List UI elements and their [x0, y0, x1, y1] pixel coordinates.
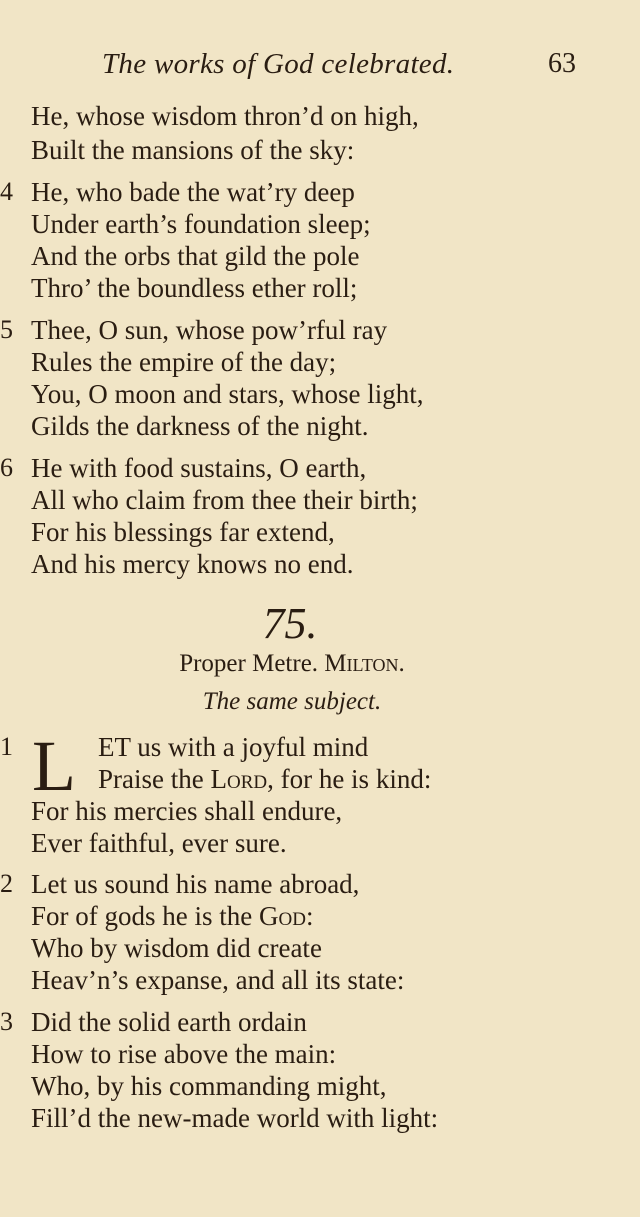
hymn-subject: The same subject. — [202, 688, 382, 715]
verse-line — [98, 763, 431, 795]
hymn-number: 75. — [262, 599, 318, 648]
stanza-number: 2 — [0, 869, 13, 898]
verse-line: Ever faithful, ever sure. — [31, 828, 287, 858]
verse-line: Who, by his commanding might, — [31, 1071, 387, 1101]
verse-line: And his mercy knows no end. — [31, 549, 354, 579]
verse-line: All who claim from thee their birth; — [31, 485, 418, 515]
verse-line: Under earth’s foundation sleep; — [31, 209, 371, 239]
hymn-meter-line — [0, 650, 584, 678]
verse-text-caps: Lord — [210, 764, 268, 794]
page-number: 63 — [548, 48, 576, 79]
verse-line: He with food sustains, O earth, — [31, 453, 367, 483]
stanza-number: 5 — [0, 315, 13, 344]
verse-line: Built the mansions of the sky: — [31, 135, 355, 165]
verse-text: , for he is kind: — [267, 764, 432, 794]
verse-line: For his blessings far extend, — [31, 517, 335, 547]
running-header — [0, 44, 640, 88]
stanza-number: 6 — [0, 453, 13, 482]
verse-line: Gilds the darkness of the night. — [31, 411, 369, 441]
verse-line: How to rise above the main: — [31, 1039, 337, 1069]
stanza-number: 3 — [0, 1007, 13, 1036]
hymn-author: Milton. — [324, 650, 405, 677]
verse-text: : — [305, 901, 314, 931]
verse-line: Fill’d the new-made world with light: — [31, 1103, 439, 1133]
verse-line: He, who bade the wat’ry deep — [31, 177, 355, 207]
verse-text: For of gods he is the — [31, 901, 259, 931]
stanza-number: 4 — [0, 177, 13, 206]
verse-line: Who by wisdom did create — [31, 933, 322, 963]
drop-cap: L — [32, 726, 76, 806]
verse-line: Rules the empire of the day; — [31, 347, 337, 377]
verse-line: Let us sound his name abroad, — [31, 869, 360, 899]
verse-line — [31, 900, 313, 932]
running-title: The works of God celebrated. — [102, 48, 455, 80]
verse-line: Did the solid earth ordain — [31, 1007, 307, 1037]
verse-line: He, whose wisdom thron’d on high, — [31, 101, 419, 131]
verse-line: For his mercies shall endure, — [31, 796, 343, 826]
verse-line: Thee, O sun, whose pow’rful ray — [31, 315, 388, 345]
hymn-meter: Proper Metre. — [179, 650, 319, 677]
verse-line: And the orbs that gild the pole — [31, 241, 360, 271]
verse-line: You, O moon and stars, whose light, — [31, 379, 424, 409]
verse-text: Praise the — [98, 764, 211, 794]
verse-line: Thro’ the boundless ether roll; — [31, 273, 358, 303]
verse-line: ET us with a joyful mind — [98, 732, 369, 762]
verse-line: Heav’n’s expanse, and all its state: — [31, 965, 405, 995]
verse-text-caps: God — [258, 901, 306, 931]
stanza-number: 1 — [0, 732, 13, 761]
